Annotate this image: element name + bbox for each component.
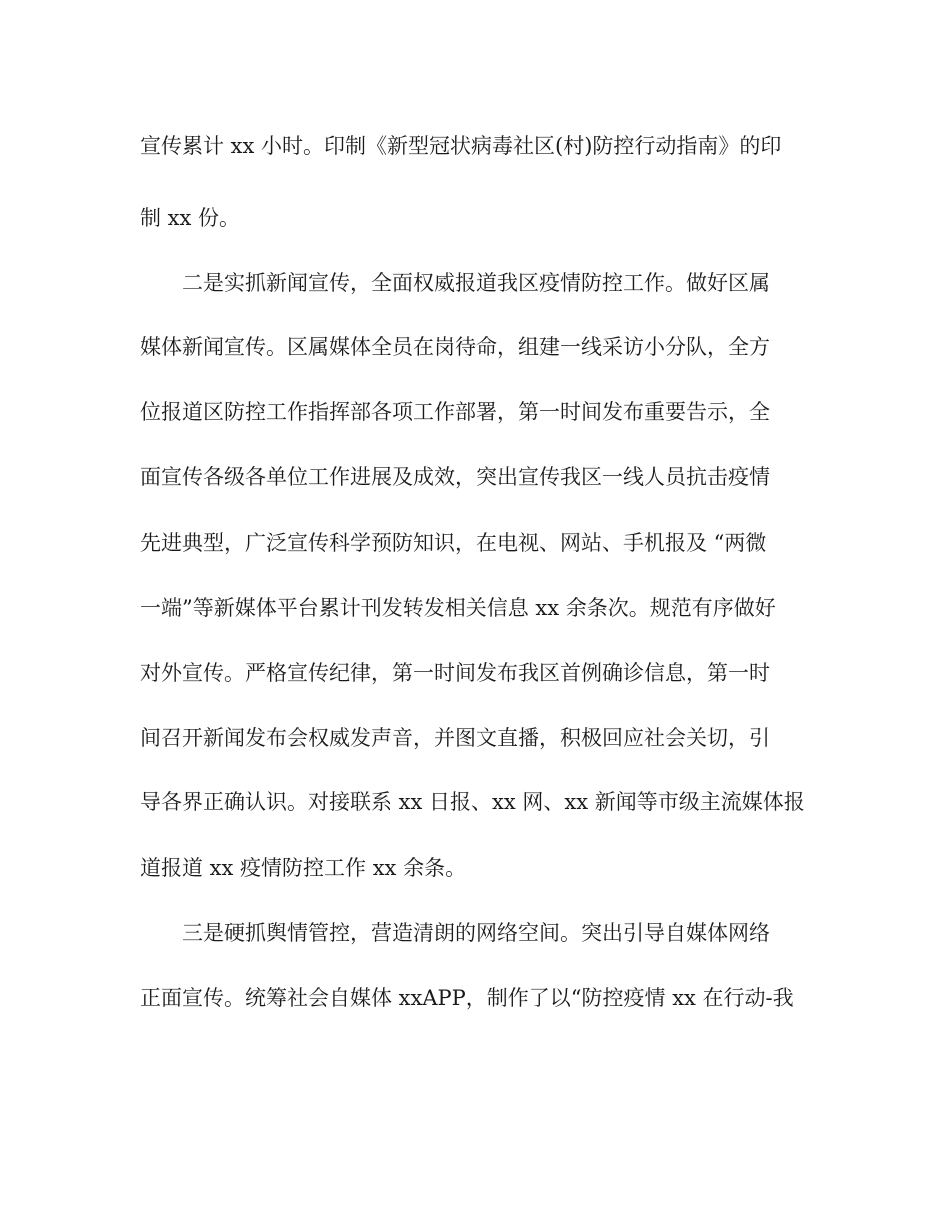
text-line: 制 xx 份。 — [140, 206, 241, 230]
text-line: 面宣传各级各单位工作进展及成效，突出宣传我区一线人员抗击疫情 — [140, 465, 770, 489]
text-line: 一端”等新媒体平台累计刊发转发相关信息 xx 余条次。规范有序做好 — [140, 596, 776, 620]
text-line: 正面宣传。统筹社会自媒体 xxAPP，制作了以“防控疫情 xx 在行动-我 — [140, 986, 794, 1010]
text-line: 媒体新闻宣传。区属媒体全员在岗待命，组建一线采访小分队，全方 — [140, 335, 770, 359]
text-line: 对外宣传。严格宣传纪律，第一时间发布我区首例确诊信息，第一时 — [140, 661, 770, 685]
paragraph-start-line: 二是实抓新闻宣传，全面权威报道我区疫情防控工作。做好区属 — [182, 271, 770, 295]
text-line: 导各界正确认识。对接联系 xx 日报、xx 网、xx 新闻等市级主流媒体报 — [140, 790, 805, 814]
text-line: 位报道区防控工作指挥部各项工作部署，第一时间发布重要告示，全 — [140, 400, 770, 424]
text-line: 间召开新闻发布会权威发声音，并图文直播，积极回应社会关切，引 — [140, 726, 770, 750]
text-line: 宣传累计 xx 小时。印制《新型冠状病毒社区(村)防控行动指南》的印 — [140, 134, 782, 158]
text-line: 道报道 xx 疫情防控工作 xx 余条。 — [140, 856, 467, 880]
paragraph-start-line: 三是硬抓舆情管控，营造清朗的网络空间。突出引导自媒体网络 — [182, 921, 770, 945]
text-line: 先进典型，广泛宣传科学预防知识，在电视、网站、手机报及 “两微 — [140, 531, 767, 555]
